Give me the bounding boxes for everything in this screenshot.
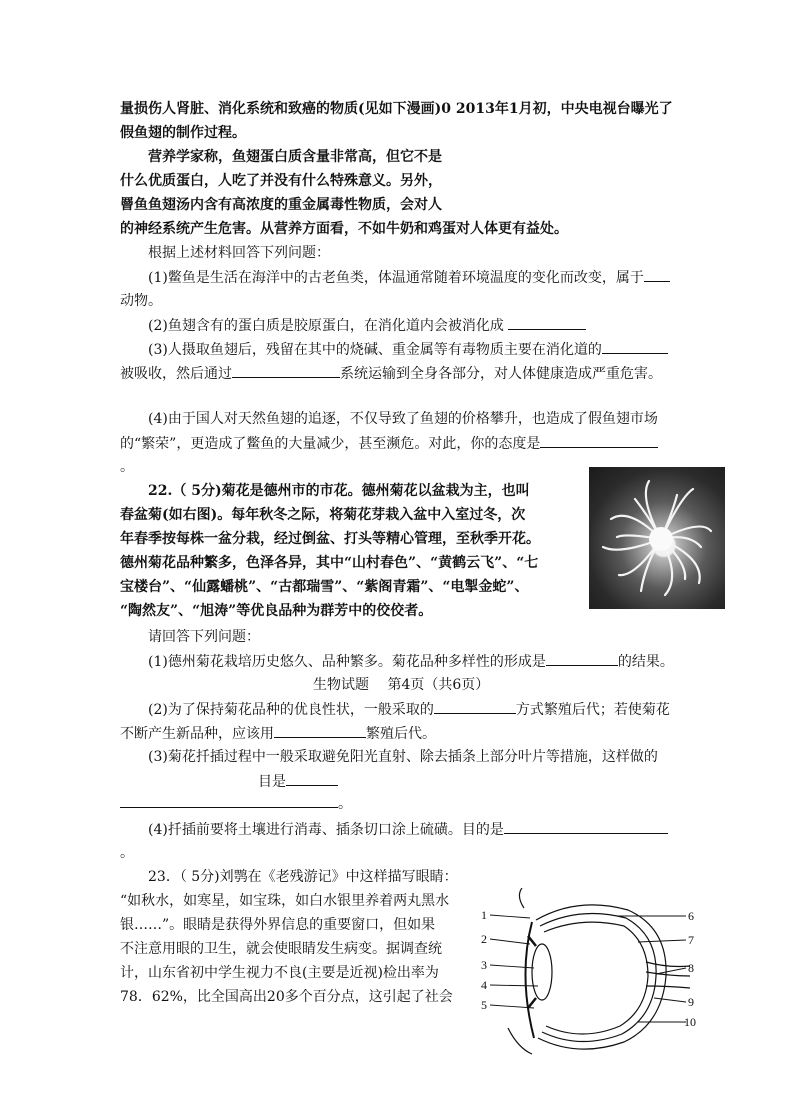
q22-item-3c-text: 。 [338, 796, 352, 812]
q22-item-2d-text: 繁殖后代。 [366, 726, 436, 742]
material-line-1: 量损伤人肾脏、消化系统和致癌的物质(见如下漫画)0 2013年1月初，中央电视台曝光了 [120, 101, 673, 117]
q22-item-3-line [120, 792, 352, 815]
q21-item-1-text: (1)鳖鱼是生活在海洋中的古老鱼类，体温通常随着环境温度的变化而改变，属于 [148, 270, 644, 286]
answer-blank[interactable] [232, 362, 340, 378]
answer-blank[interactable] [508, 314, 586, 330]
q22-line-6: “陶然友”、“旭涛”等优良品种为群芳中的佼佼者。 [120, 603, 433, 619]
eye-label-9: 9 [688, 995, 694, 1009]
q21-item-4b-text: 的“繁荣”，更造成了鳖鱼的大量减少，甚至濒危。对此，你的态度是 [120, 436, 541, 452]
q22-intro: 请回答下列问题： [148, 629, 260, 645]
q22-item-4-text: (4)扦插前要将土壤进行消毒、插条切口涂上硫磺。目的是 [148, 822, 504, 838]
q21-item-3-cont [120, 362, 662, 385]
q21-item-4-end: 。 [120, 459, 134, 475]
answer-blank[interactable] [540, 432, 658, 448]
eye-label-5: 5 [481, 998, 487, 1012]
answer-blank[interactable] [546, 650, 618, 666]
q21-intro: 根据上述材料回答下列问题： [148, 245, 330, 261]
q23-line-4: 不注意用眼的卫生，就会使眼睛发生病变。据调查统 [120, 941, 442, 957]
q21-item-3b-text: 被吸收，然后通过 [120, 366, 232, 382]
answer-blank[interactable] [120, 792, 338, 808]
q23-line-2: “如秋水，如寒星，如宝珠，如白水银里养着两丸黑水 [120, 893, 450, 909]
q22-item-3: (3)菊花扦插过程中一般采取避免阳光直射、除去插条上部分叶片等措施，这样做的 [148, 749, 658, 765]
material-line-5: 罾鱼鱼翅汤内含有高浓度的重金属毒性物质，会对人 [120, 197, 442, 213]
eye-label-2: 2 [481, 932, 487, 946]
eye-label-7: 7 [688, 933, 694, 947]
q22-line-3: 年春季按每株一盆分栽，经过倒盆、打头等精心管理，至秋季开花。 [120, 531, 540, 547]
q21-item-2 [148, 314, 586, 337]
eye-label-8: 8 [688, 961, 694, 975]
answer-blank[interactable] [274, 722, 366, 738]
eye-structure-diagram [478, 888, 700, 1058]
q21-item-3c-text: 系统运输到全身各部分，对人体健康造成严重危害。 [340, 366, 662, 382]
q22-item-1 [148, 650, 674, 673]
q22-item-3b-text: 目是 [258, 774, 286, 790]
material-line-2: 假鱼翅的制作过程。 [120, 125, 246, 141]
eye-label-4: 4 [481, 978, 487, 992]
q21-item-4-cont [120, 432, 658, 455]
q21-item-4: (4)由于国人对天然鱼翅的追逐，不仅导致了鱼翅的价格攀升，也造成了假鱼翅市场 [148, 411, 658, 427]
q22-item-4 [148, 818, 668, 841]
q22-item-2 [148, 698, 670, 721]
q22-item-2a-text: (2)为了保持菊花品种的优良性状，一般采取的 [148, 702, 434, 718]
material-line-4: 什么优质蛋白，人吃了并没有什么特殊意义。另外， [120, 173, 442, 189]
q22-item-2-cont [120, 722, 436, 745]
q23-line-1: 23．（ 5分)刘鹗在《老残游记》中这样描写眼睛： [148, 869, 458, 885]
answer-blank[interactable] [504, 818, 668, 834]
q22-line-2: 春盆菊(如右图)。每年秋冬之际，将菊花芽栽入盆中入室过冬，次 [120, 507, 526, 523]
q22-item-3-cont [258, 770, 338, 793]
q23-line-3: 银……”。眼睛是获得外界信息的重要窗口，但如果 [120, 917, 436, 933]
eye-label-6: 6 [688, 909, 694, 923]
q23-line-5: 计，山东省初中学生视力不良(主要是近视)检出率为 [120, 965, 439, 981]
chrysanthemum-photo [589, 467, 725, 609]
q22-item-1-text: (1)德州菊花栽培历史悠久、品种繁多。菊花品种多样性的形成是 [148, 654, 546, 670]
q22-item-2c-text: 不断产生新品种，应该用 [120, 726, 274, 742]
q21-item-3 [148, 338, 668, 361]
eye-label-3: 3 [481, 958, 487, 972]
q21-item-1-cont: 动物。 [120, 293, 162, 309]
q22-item-4-end: 。 [120, 845, 134, 861]
q22-line-1: 22.（ 5分)菊花是德州市的市花。德州菊花以盆栽为主，也叫 [148, 483, 530, 499]
eye-label-1: 1 [481, 908, 487, 922]
answer-blank[interactable] [434, 698, 516, 714]
eye-label-10: 10 [684, 1015, 696, 1029]
q21-item-2-text: (2)鱼翅含有的蛋白质是胶原蛋白，在消化道内会被消化成 [148, 318, 504, 334]
q22-line-4: 德州菊花品种繁多，色泽各异，其中“山村春色”、“黄鹤云飞”、“七 [120, 555, 539, 571]
answer-blank[interactable] [644, 266, 670, 282]
q22-line-5: 宝楼台”、“仙露蟠桃”、“古都瑞雪”、“紫阁青霜”、“电掣金蛇”、 [120, 579, 529, 595]
page-footer: 生物试题 第4页（共6页） [313, 677, 490, 693]
material-line-6: 的神经系统产生危害。从营养方面看，不如牛奶和鸡蛋对人体更有益处。 [120, 221, 568, 237]
q22-item-1b-text: 的结果。 [617, 654, 674, 670]
answer-blank[interactable] [286, 770, 338, 786]
q21-item-3-text: (3)人摄取鱼翅后，残留在其中的烧碱、重金属等有毒物质主要在消化道的 [148, 342, 602, 358]
q23-line-6: 78．62%，比全国高出20多个百分点，这引起了社会 [120, 989, 453, 1005]
material-line-3: 营养学家称，鱼翅蛋白质含量非常高，但它不是 [148, 149, 442, 165]
answer-blank[interactable] [602, 338, 668, 354]
chrysanthemum-petals [589, 467, 725, 609]
q21-item-1 [148, 266, 670, 289]
q22-item-2b-text: 方式繁殖后代；若使菊花 [515, 702, 670, 718]
